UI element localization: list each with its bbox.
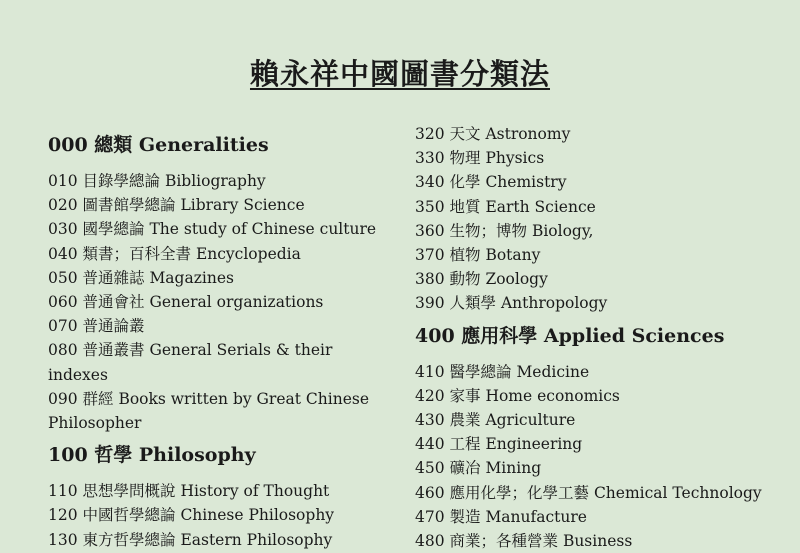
class-entry-130: 130 東方哲學總論 Eastern Philosophy xyxy=(48,530,333,549)
class-entry-410: 410 醫學總論 Medicine xyxy=(415,362,590,381)
class-entry-420: 420 家事 Home economics xyxy=(415,386,620,405)
class-entry-060: 060 普通會社 General organizations xyxy=(48,293,324,312)
class-entry-010: 010 目錄學總論 Bibliography xyxy=(48,172,266,190)
class-entry-090: 090 群經 Books written by Great Chinese Philosopher xyxy=(48,389,369,433)
section-heading-100: 100 哲學 Philosophy xyxy=(48,444,256,467)
class-entry-020: 020 圖書館學總論 Library Science xyxy=(48,196,305,215)
class-entry-430: 430 農業 Agriculture xyxy=(415,411,576,430)
left-column xyxy=(48,130,383,552)
right-column xyxy=(415,122,795,553)
class-entry-380: 380 動物 Zoology xyxy=(415,270,548,289)
class-entry-330: 330 物理 Physics xyxy=(415,149,545,168)
class-entry-450: 450 礦冶 Mining xyxy=(415,459,542,478)
page-title: 賴永祥中國圖書分類法 xyxy=(249,57,550,91)
class-entry-320: 320 天文 Astronomy xyxy=(415,125,571,143)
class-entry-340: 340 化學 Chemistry xyxy=(415,173,567,192)
class-entry-070: 070 普通論叢 xyxy=(48,317,145,336)
class-entry-370: 370 植物 Botany xyxy=(415,246,541,265)
class-entry-030: 030 國學總論 The study of Chinese culture xyxy=(48,220,377,239)
class-entry-460: 460 應用化學；化學工藝 Chemical Technology xyxy=(415,483,762,502)
class-entry-050: 050 普通雜誌 Magazines xyxy=(48,268,234,287)
class-entry-440: 440 工程 Engineering xyxy=(415,435,583,454)
class-entry-120: 120 中國哲學總論 Chinese Philosophy xyxy=(48,506,335,525)
class-entry-040: 040 類書；百科全書 Encyclopedia xyxy=(48,244,301,263)
class-entry-080: 080 普通叢書 General Serials & their indexes xyxy=(48,341,333,384)
class-entry-390: 390 人類學 Anthropology xyxy=(415,294,608,313)
class-entry-360: 360 生物；博物 Biology, xyxy=(415,221,594,240)
section-heading-400: 400 應用科學 Applied Sciences xyxy=(415,324,725,347)
section-heading-000: 000 總類 Generalities xyxy=(48,134,269,156)
class-entry-350: 350 地質 Earth Science xyxy=(415,197,596,216)
class-entry-480: 480 商業；各種營業 Business xyxy=(415,532,633,551)
class-entry-470: 470 製造 Manufacture xyxy=(415,507,587,526)
class-entry-110: 110 思想學問概說 History of Thought xyxy=(48,482,330,501)
